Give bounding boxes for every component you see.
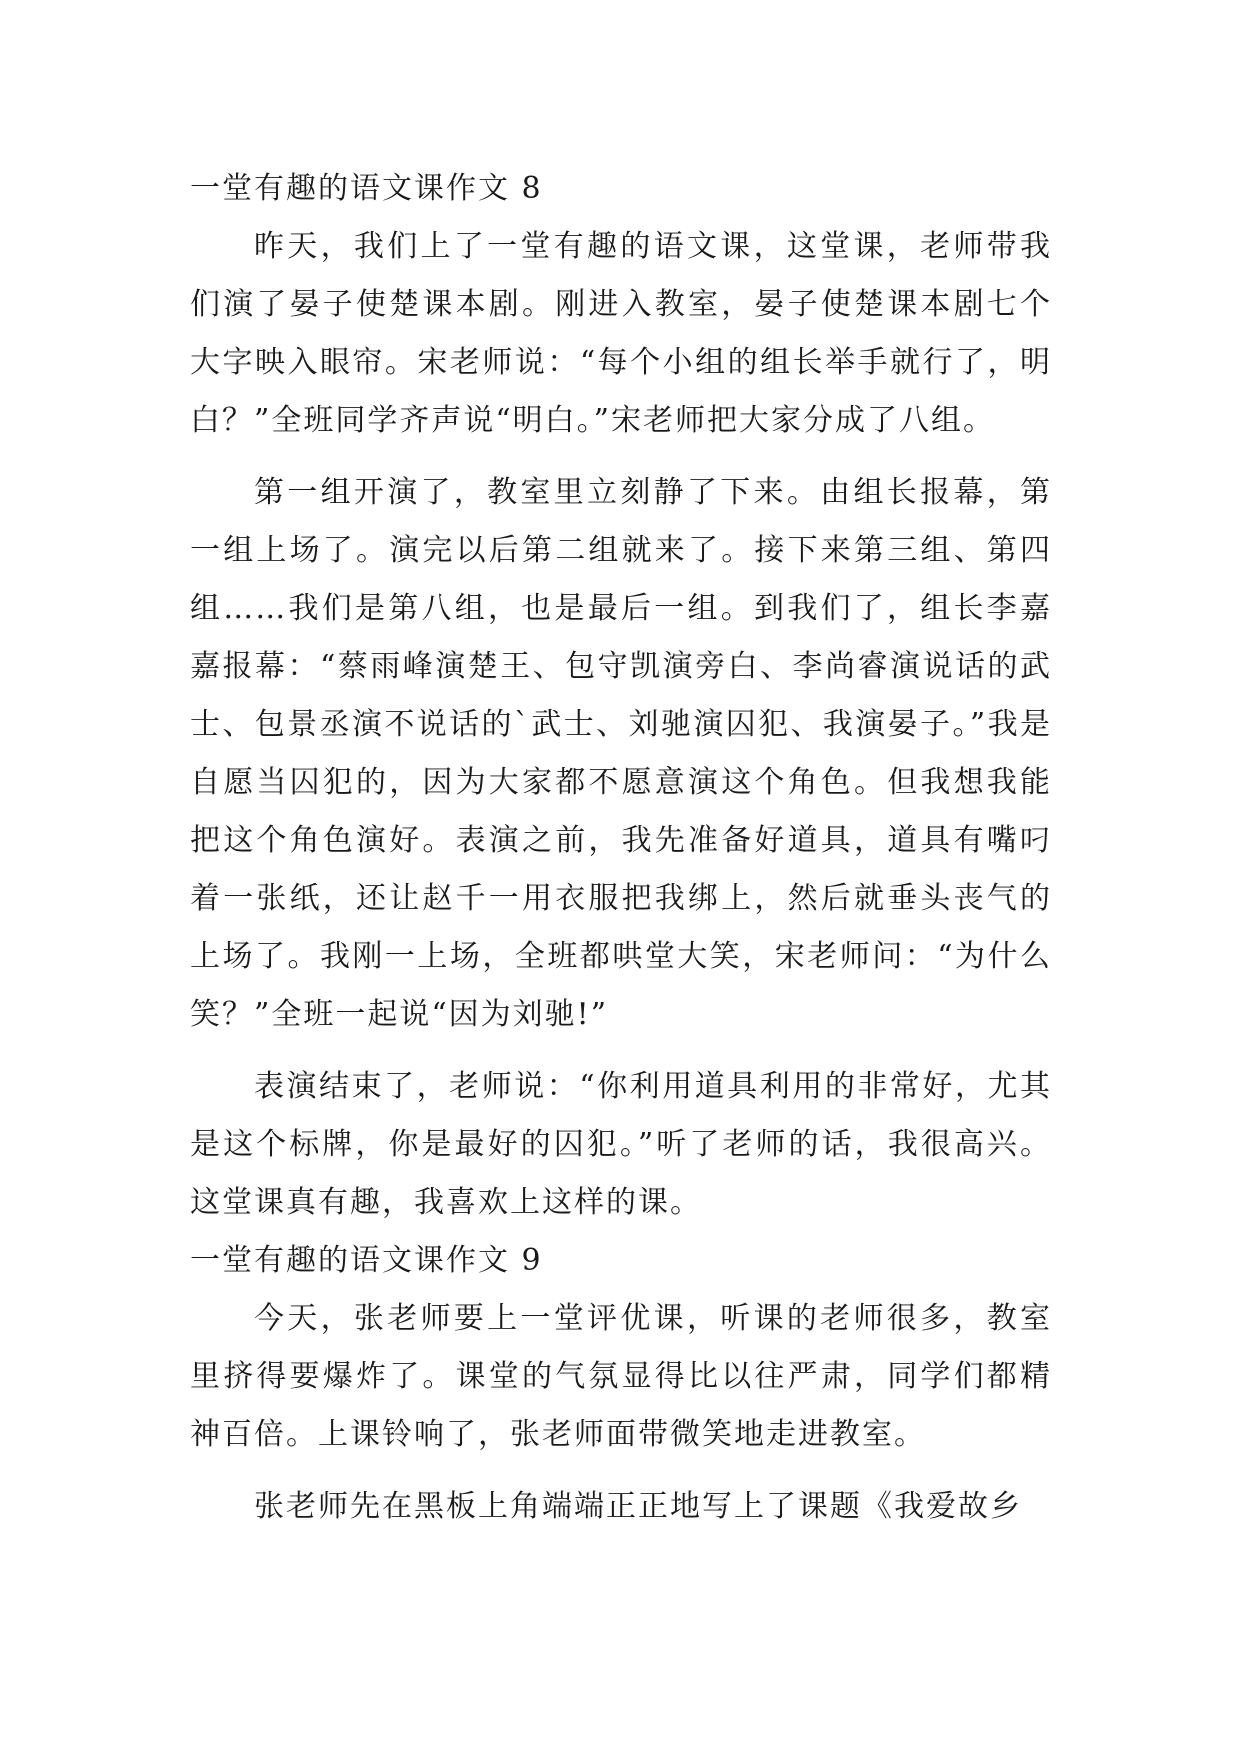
essay-9-title: 一堂有趣的语文课作文 9	[190, 1243, 543, 1278]
essay-8-title: 一堂有趣的语文课作文 8	[190, 171, 543, 206]
essay-8-paragraph-2: 第一组开演了，教室里立刻静了下来。由组长报幕，第一组上场了。演完以后第二组就来了。接下来第三组、第四组……我们是第八组，也是最后一组。到我们了，组长李嘉嘉报幕：“蔡雨峰演楚王、包守凯演旁白、李尚睿演说话的武士、包景丞演不说话的`武士、刘驰演囚犯、我演晏子。”我是自愿当囚犯的，因为大家都不愿意演这个角色。但我想我能把这个角色演好。表演之前，我先准备好道具，道具有嘴叼着一张纸，还让赵千一用衣服把我绑上，然后就垂头丧气的上场了。我刚一上场，全班都哄堂大笑，宋老师问：“为什么笑？”全班一起说“因为刘驰!”	[190, 475, 1052, 1032]
essay-9-paragraph-1: 今天，张老师要上一堂评优课，听课的老师很多，教室里挤得要爆炸了。课堂的气氛显得比以往严肃，同学们都精神百倍。上课铃响了，张老师面带微笑地走进教室。	[190, 1301, 1052, 1452]
essay-8-paragraph-3: 表演结束了，老师说：“你利用道具利用的非常好，尤其是这个标牌，你是最好的囚犯。”听了老师的话，我很高兴。这堂课真有趣，我喜欢上这样的课。	[190, 1069, 1052, 1220]
essay-8-paragraph-1: 昨天，我们上了一堂有趣的语文课，这堂课，老师带我们演了晏子使楚课本剧。刚进入教室，晏子使楚课本剧七个大字映入眼帘。宋老师说：“每个小组的组长举手就行了，明白？”全班同学齐声说“明白。”宋老师把大家分成了八组。	[190, 229, 1052, 438]
document-page	[190, 160, 1052, 1536]
essay-9-paragraph-2: 张老师先在黑板上角端端正正地写上了课题《我爱故乡	[254, 1489, 1022, 1524]
